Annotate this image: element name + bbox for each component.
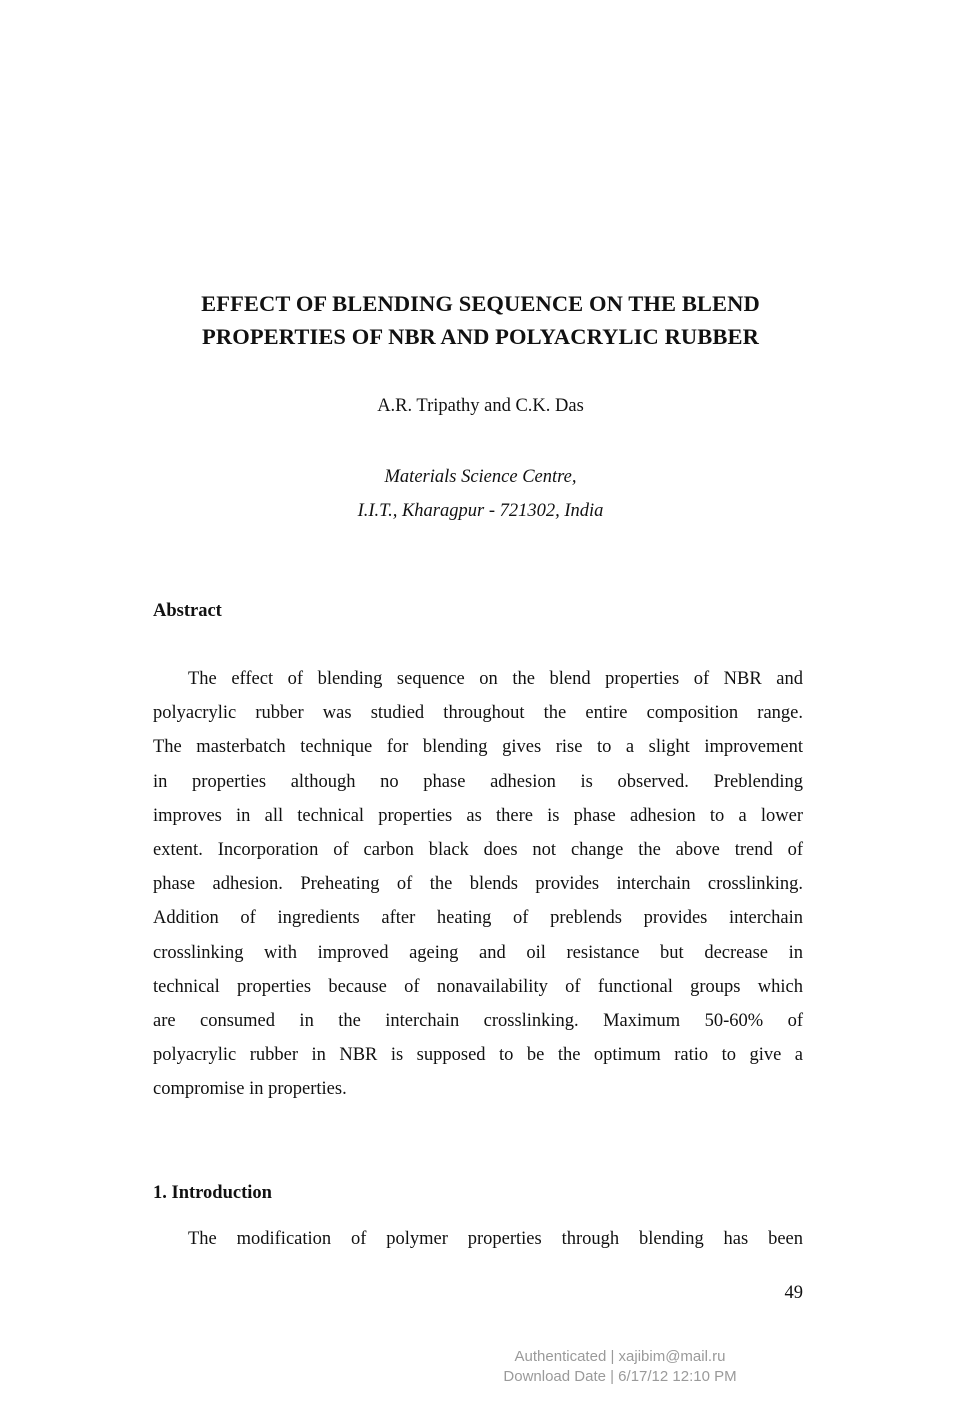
page-number: 49	[784, 1283, 803, 1303]
paper-title-line-1: EFFECT OF BLENDING SEQUENCE ON THE BLEND	[201, 291, 760, 316]
abstract-line: polyacrylic rubber in NBR is supposed to be the optimum ratio to give a	[153, 1045, 803, 1066]
abstract-line: phase adhesion. Preheating of the blends provides interchain crosslinking.	[153, 874, 803, 895]
paper-title	[100, 287, 861, 353]
watermark-download-date: Download Date | 6/17/12 12:10 PM	[503, 1368, 737, 1385]
abstract-line: technical properties because of nonavailability of functional groups which	[153, 976, 803, 997]
introduction-heading: 1. Introduction	[153, 1183, 272, 1203]
abstract-line: compromise in properties.	[153, 1079, 347, 1100]
abstract-line: polyacrylic rubber was studied throughout the entire composition range.	[153, 703, 803, 724]
abstract-line: crosslinking with improved ageing and oil resistance but decrease in	[153, 942, 803, 963]
affiliation-line-2: I.I.T., Kharagpur - 721302, India	[357, 501, 604, 521]
paper-title-line-2: PROPERTIES OF NBR AND POLYACRYLIC RUBBER	[202, 324, 759, 349]
abstract-line: are consumed in the interchain crosslinking. Maximum 50-60% of	[153, 1010, 803, 1031]
abstract-line: improves in all technical properties as there is phase adhesion to a lower	[153, 805, 803, 826]
abstract-line: extent. Incorporation of carbon black does not change the above trend of	[153, 839, 803, 860]
watermark-authenticated: Authenticated | xajibim@mail.ru	[514, 1348, 726, 1365]
paper-affiliation	[0, 460, 961, 528]
abstract-line: in properties although no phase adhesion is observed. Preblending	[153, 771, 803, 792]
affiliation-line-1: Materials Science Centre,	[384, 467, 577, 487]
abstract-line: Addition of ingredients after heating of preblends provides interchain	[153, 908, 803, 929]
abstract-body	[153, 662, 803, 1106]
introduction-line: The modification of polymer properties through blending has been	[188, 1229, 803, 1249]
abstract-line: The masterbatch technique for blending gives rise to a slight improvement	[153, 737, 803, 758]
abstract-line: The effect of blending sequence on the blend properties of NBR and	[188, 669, 803, 689]
introduction-body	[153, 1222, 803, 1256]
paper-authors: A.R. Tripathy and C.K. Das	[377, 396, 584, 416]
abstract-heading: Abstract	[153, 601, 222, 621]
